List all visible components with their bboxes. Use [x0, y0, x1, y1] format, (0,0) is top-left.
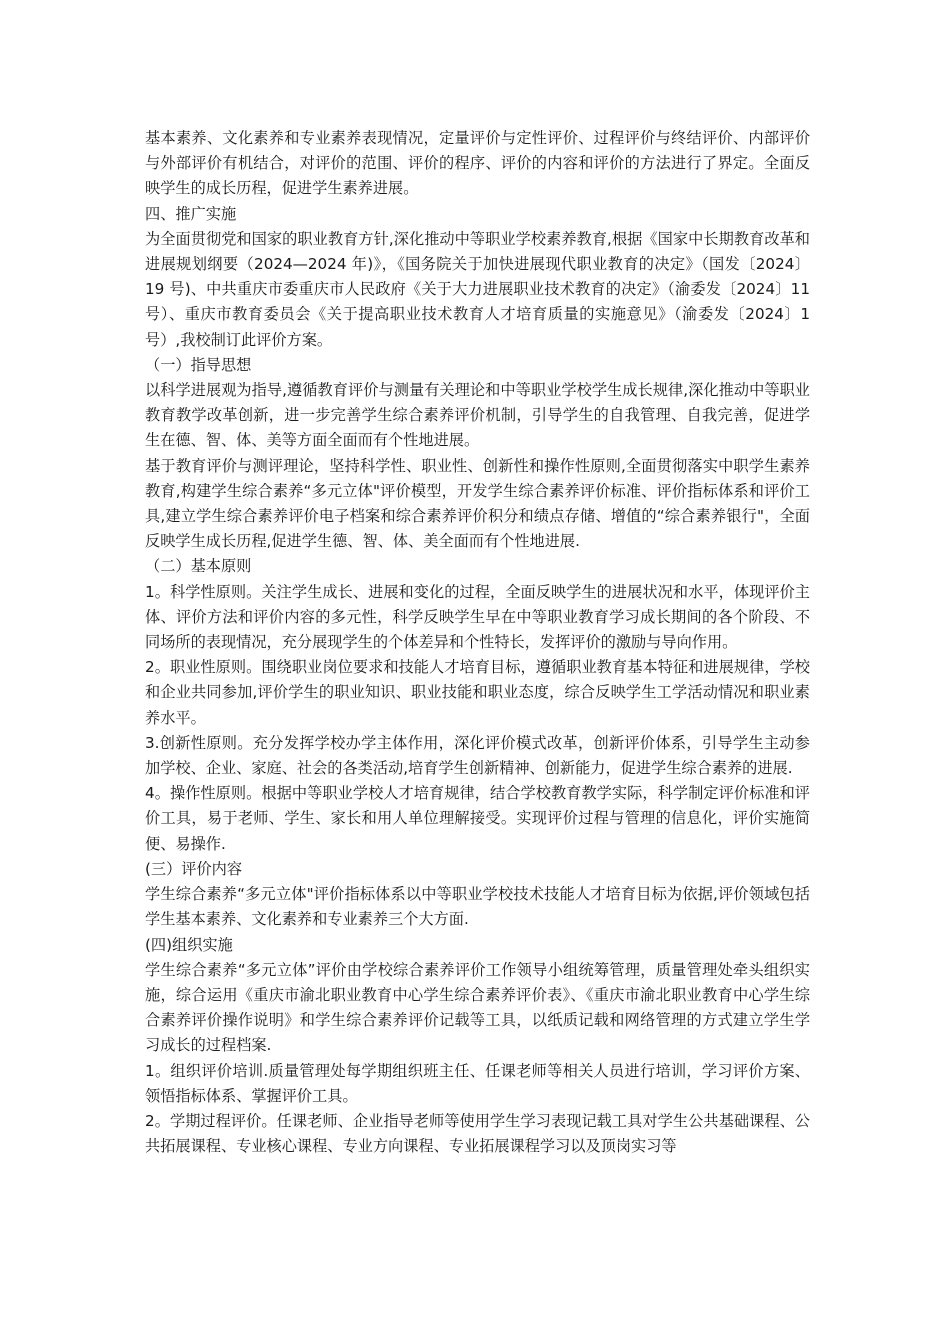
subsection-heading: (四)组织实施 — [145, 935, 233, 954]
document-body — [145, 126, 810, 1159]
paragraph: 1。组织评价培训.质量管理处每学期组织班主任、任课老师等相关人员进行培训，学习评价方案、领悟指标体系、掌握评价工具。 — [145, 1061, 810, 1105]
paragraph: 学生综合素养“多元立体”评价由学校综合素养评价工作领导小组统筹管理，质量管理处牵头组织实施，综合运用《重庆市渝北职业教育中心学生综合素养评价表》、《重庆市渝北职业教育中心学生综合素养评价操作说明》和学生综合素养评价记载等工具，以纸质记载和网络管理的方式建立学生学习成长的过程档案. — [145, 960, 810, 1055]
paragraph: 2。学期过程评价。任课老师、企业指导老师等使用学生学习表现记载工具对学生公共基础课程、公共拓展课程、专业核心课程、专业方向课程、专业拓展课程学习以及顶岗实习等 — [145, 1111, 810, 1156]
section-heading: 四、推广实施 — [145, 204, 237, 223]
subsection-heading: （一）指导思想 — [145, 355, 252, 374]
subsection-heading: (三）评价内容 — [145, 859, 243, 878]
paragraph: 基于教育评价与测评理论，坚持科学性、职业性、创新性和操作性原则,全面贯彻落实中职学生素养教育,构建学生综合素养“多元立体"评价模型，开发学生综合素养评价标准、评价指标体系和评价工具,建立学生综合素养评价电子档案和综合素养评价积分和绩点存储、增值的“综合素养银行"，全面反映学生成长历程,促进学生德、智、体、美全面而有个性地进展. — [145, 456, 810, 551]
paragraph: 4。操作性原则。根据中等职业学校人才培育规律，结合学校教育教学实际，科学制定评价标准和评价工具，易于老师、学生、家长和用人单位理解接受。实现评价过程与管理的信息化，评价实施简便、易操作. — [145, 784, 810, 853]
paragraph: 以科学进展观为指导,遵循教育评价与测量有关理论和中等职业学校学生成长规律,深化推动中等职业教育教学改革创新，进一步完善学生综合素养评价机制，引导学生的自我管理、自我完善，促进学生在德、智、体、美等方面全面而有个性地进展。 — [145, 381, 810, 450]
subsection-heading: （二）基本原则 — [145, 557, 252, 576]
paragraph: 学生综合素养“多元立体"评价指标体系以中等职业学校技术技能人才培育目标为依据,评价领域包括学生基本素养、文化素养和专业素养三个大方面. — [145, 885, 810, 929]
paragraph: 基本素养、文化素养和专业素养表现情况，定量评价与定性评价、过程评价与终结评价、内部评价与外部评价有机结合，对评价的范围、评价的程序、评价的内容和评价的方法进行了界定。全面反映学生的成长历程，促进学生素养进展。 — [145, 129, 810, 198]
paragraph: 3.创新性原则。充分发挥学校办学主体作用，深化评价模式改革，创新评价体系，引导学生主动参加学校、企业、家庭、社会的各类活动,培育学生创新精神、创新能力，促进学生综合素养的进展. — [145, 733, 810, 778]
paragraph: 1。科学性原则。关注学生成长、进展和变化的过程，全面反映学生的进展状况和水平，体现评价主体、评价方法和评价内容的多元性，科学反映学生早在中等职业教育学习成长期间的各个阶段、不同场所的表现情况，充分展现学生的个体差异和个性特长，发挥评价的激励与导向作用。 — [145, 582, 810, 652]
paragraph: 2。职业性原则。围绕职业岗位要求和技能人才培育目标，遵循职业教育基本特征和进展规律，学校和企业共同参加,评价学生的职业知识、职业技能和职业态度，综合反映学生工学活动情况和职业素养水平。 — [145, 658, 810, 727]
paragraph: 为全面贯彻党和国家的职业教育方针,深化推动中等职业学校素养教育,根据《国家中长期教育改革和进展规划纲要（2024—2024 年)》，《国务院关于加快进展现代职业教育的决定》（国发〔2024〕19 号)、中共重庆市委重庆市人民政府《关于大力进展职业技术教育的决定》（渝委发〔2024〕11 号）、重庆市教育委员会《关于提高职业技术教育人才培育质量的实施意见》（渝委发〔2024〕1 号）,我校制订此评价方案。 — [145, 229, 810, 349]
